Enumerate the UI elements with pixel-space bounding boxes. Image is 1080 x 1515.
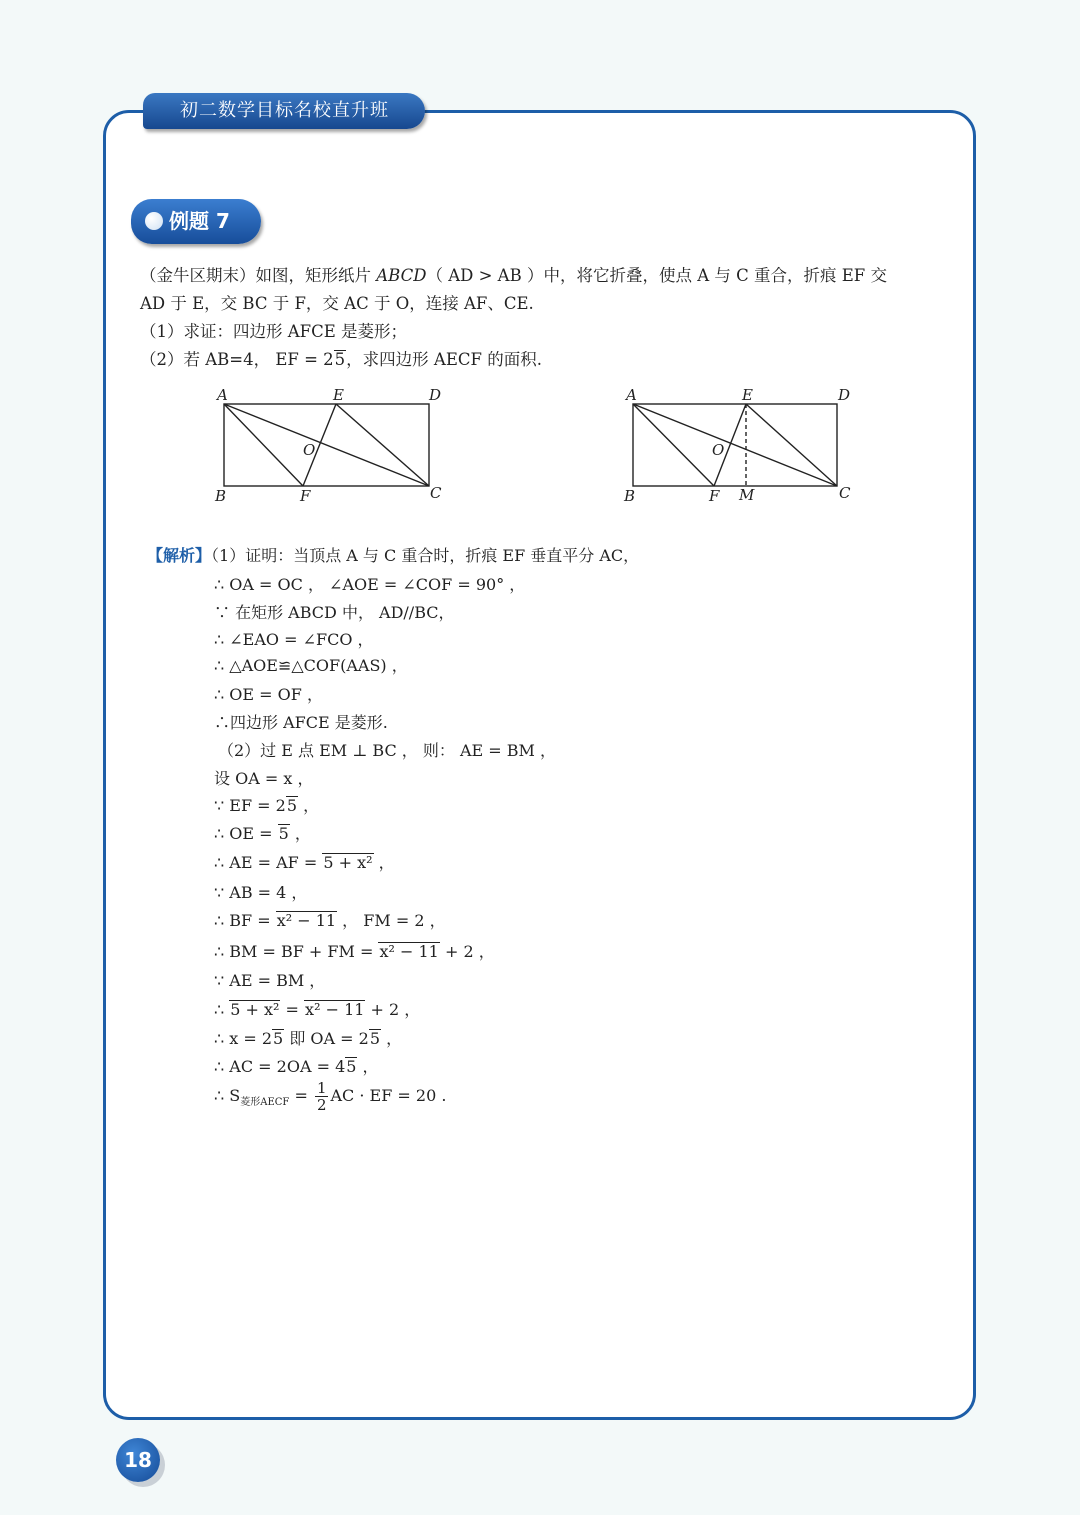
solution-tag: 【解析】 (147, 546, 212, 565)
label-f: F (709, 487, 720, 505)
sqrt-expression: x² − 11 (276, 911, 337, 930)
solution-line: ∵ AE = BM ， (214, 971, 326, 990)
problem-condition: （ AD > AB ） (426, 266, 544, 285)
solution-line: （2）过 E 点 EM ⊥ BC ， 则： AE = BM ， (218, 741, 556, 760)
math-text: ∴ S (214, 1086, 241, 1105)
math-text: + 2 ， (365, 1000, 421, 1019)
math-text: = (280, 1000, 305, 1019)
example-badge (131, 199, 261, 244)
label-d: D (429, 386, 442, 404)
math-text: + 2 ， (439, 942, 495, 961)
solution-line (214, 821, 311, 844)
example-label: 例题 7 (169, 209, 230, 233)
solution-line: ∴ ∠EAO = ∠FCO ， (214, 630, 374, 649)
sqrt-expression: 5 (278, 824, 289, 843)
question-text: ，求四边形 AECF 的面积. (346, 350, 542, 369)
solution-line (214, 908, 446, 931)
math-text: ∴ OE = (214, 824, 278, 843)
math-text: ， FM = 2 ， (337, 911, 446, 930)
segment-ce (746, 404, 837, 486)
label-c: C (839, 484, 851, 502)
math-text: ∴ BM = BF + FM = (214, 942, 379, 961)
solution-line: ∵ 在矩形 ABCD 中， AD//BC， (214, 603, 455, 622)
page-number: 18 (116, 1438, 160, 1482)
label-c: C (430, 484, 442, 502)
solution-line-area (214, 1080, 446, 1113)
solution-line (214, 939, 495, 962)
math-text: ∴ AC = 2OA = 4 (214, 1057, 346, 1076)
solution-line: ∵ AB = 4 ， (214, 883, 308, 902)
problem-rect-name: ABCD (376, 266, 427, 285)
segment-af (224, 404, 303, 486)
label-e: E (333, 386, 344, 404)
solution-line: ∴ OA = OC ， ∠AOE = ∠COF = 90° ， (214, 575, 526, 594)
math-text: ∴ x = 2 (214, 1029, 273, 1048)
solution-line: 设 OA = x ， (214, 769, 314, 788)
solution-line (214, 1054, 379, 1077)
solution-line (214, 793, 319, 816)
figure-rectangle-fold-2 (614, 383, 869, 508)
solution-heading (147, 543, 639, 566)
math-text: ∴ BF = (214, 911, 276, 930)
solution-line: ∴四边形 AFCE 是菱形. (214, 713, 388, 732)
bullet-icon (145, 212, 163, 230)
label-m: M (739, 486, 755, 504)
math-text: = (289, 1086, 313, 1105)
solution-line (214, 850, 395, 873)
label-b: B (624, 487, 636, 505)
label-a: A (626, 386, 637, 404)
sqrt-expression: 5 + x² (323, 853, 373, 872)
label-o: O (712, 441, 725, 459)
sqrt-expression: 5 + x² (230, 1000, 280, 1019)
math-text: ∵ EF = 2 (214, 796, 286, 815)
math-text: AC · EF = 20 . (330, 1086, 447, 1105)
diagonal-ac (224, 404, 429, 486)
problem-text: 中，将它折叠，使点 A 与 C 重合，折痕 EF 交 (543, 266, 887, 285)
sqrt-expression: 5 (273, 1029, 284, 1048)
math-text: 即 OA = 2 (284, 1029, 369, 1048)
sqrt-expression: x² − 11 (305, 1000, 365, 1019)
math-text: ∴ AE = AF = (214, 853, 323, 872)
math-text: ， (357, 1057, 379, 1076)
question-text: （2）若 AB=4， EF = 2 (140, 350, 334, 369)
segment-ce (336, 404, 429, 486)
math-text: ∴ (214, 1000, 230, 1019)
sqrt-expression: 5 (369, 1029, 381, 1048)
problem-line-1 (140, 262, 950, 290)
math-text: ， (289, 824, 311, 843)
fraction-denominator: 2 (316, 1096, 327, 1114)
math-text: ， (373, 853, 395, 872)
fraction-numerator: 1 (316, 1079, 327, 1097)
label-o: O (303, 441, 316, 459)
question-1: （1）求证：四边形 AFCE 是菱形； (140, 322, 408, 341)
solution-line: ∴ OE = OF ， (214, 685, 323, 704)
book-title-tab: 初二数学目标名校直升班 (143, 93, 425, 129)
sqrt-expression: 5 (346, 1057, 357, 1076)
label-a: A (217, 386, 228, 404)
problem-text: （金牛区期末）如图，矩形纸片 (140, 266, 377, 285)
diagonal-ac (633, 404, 837, 486)
problem-line-2: AD 于 E，交 BC 于 F，交 AC 于 O，连接 AF、CE. (140, 294, 534, 313)
segment-af (633, 404, 714, 486)
math-text: ， (381, 1029, 403, 1048)
label-e: E (742, 386, 753, 404)
sqrt-expression: x² − 11 (379, 942, 439, 961)
sqrt-expression: 5 (334, 350, 346, 369)
figure-rectangle-fold-1 (205, 383, 460, 508)
label-d: D (838, 386, 851, 404)
math-text: ， (298, 796, 320, 815)
solution-intro: （1）证明：当顶点 A 与 C 重合时，折痕 EF 垂直平分 AC， (211, 546, 640, 565)
sqrt-expression: 5 (286, 796, 297, 815)
label-b: B (215, 487, 227, 505)
problem-statement (140, 262, 950, 374)
question-2 (140, 346, 950, 374)
solution-line: ∴ △AOE≌△COF(AAS) ， (214, 656, 408, 675)
solution-line (214, 1026, 402, 1049)
solution-line (214, 997, 420, 1020)
subscript: 菱形AECF (240, 1097, 290, 1108)
fraction-one-half (315, 1080, 329, 1113)
label-f: F (300, 487, 311, 505)
